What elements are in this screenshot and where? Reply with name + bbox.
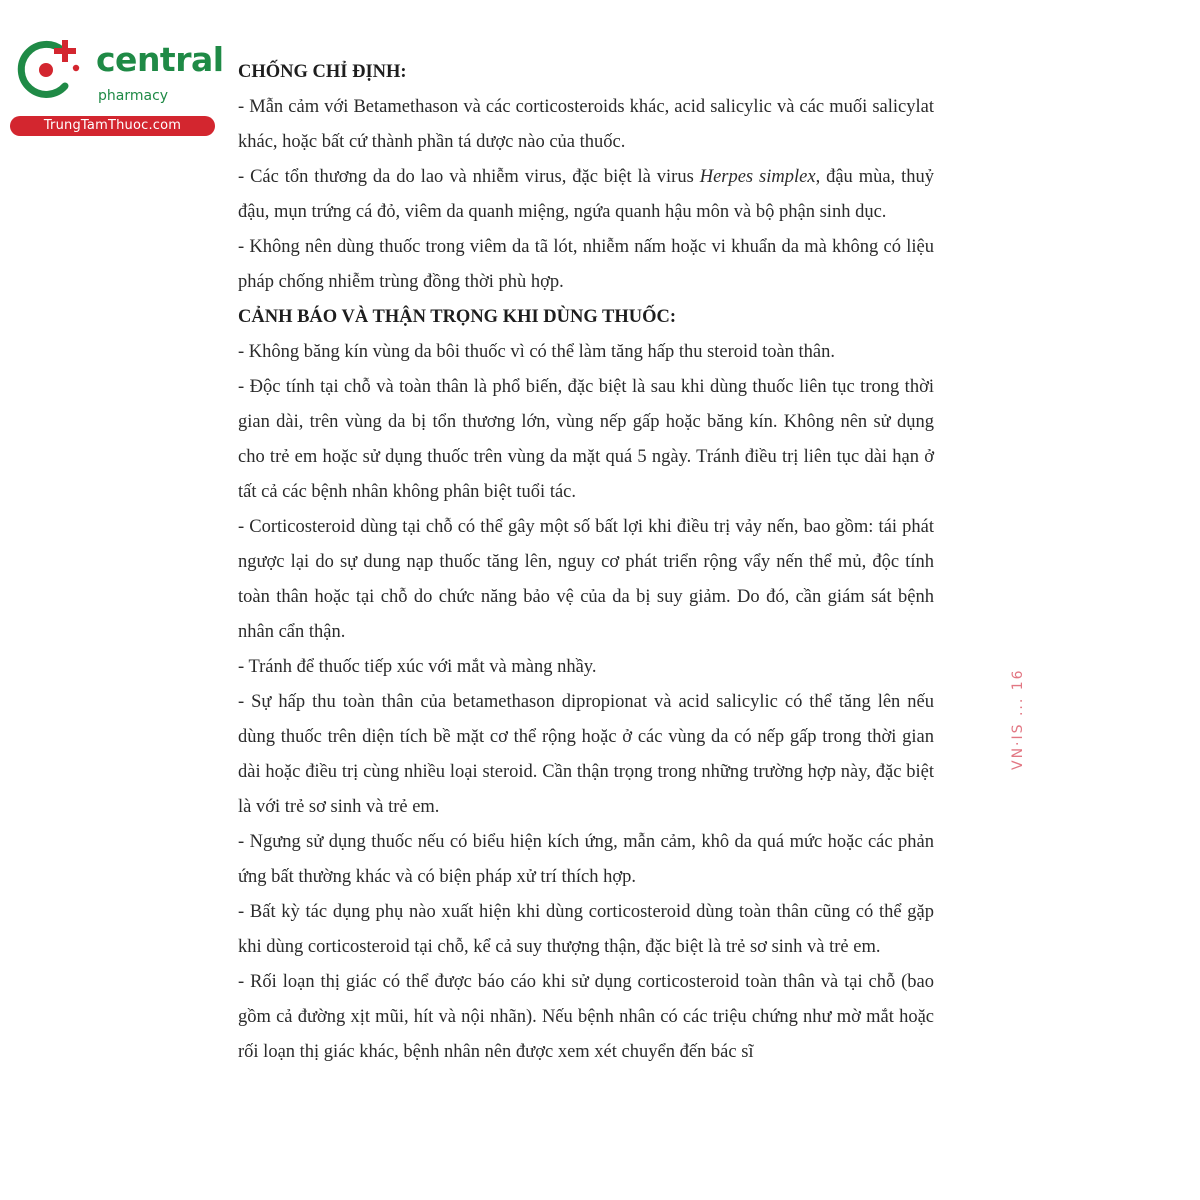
paragraph-text: - Các tổn thương da do lao và nhiễm virus, đặc biệt là virus: [238, 167, 694, 187]
warning-paragraph: - Sự hấp thu toàn thân của betamethason dipropionat và acid salicylic có thể tăng lên nếu dùng thuốc trên diện tích bề mặt cơ thể rộng hoặc ở các vùng da có nếp gấp trong thời gian dài hoặc điều trị cùng nhiều loại steroid. Cần thận trọng trong những trường hợp này, đặc biệt là với trẻ sơ sinh và trẻ em.: [238, 692, 934, 817]
central-pharmacy-mark-icon: [10, 36, 88, 104]
logo-name: central: [96, 40, 224, 79]
warning-paragraph: - Bất kỳ tác dụng phụ nào xuất hiện khi dùng corticosteroid dùng toàn thân cũng có thể gặp khi dùng corticosteroid tại chỗ, kể cả suy thượng thận, đặc biệt là trẻ sơ sinh và trẻ em.: [238, 902, 934, 957]
contraindication-paragraph: [238, 160, 934, 230]
italic-term: Herpes simplex: [699, 167, 816, 187]
contraindication-paragraph: - Mẫn cảm với Betamethason và các corticosteroids khác, acid salicylic và các muối salicylat khác, hoặc bất cứ thành phần tá dược nào của thuốc.: [238, 97, 934, 152]
central-pharmacy-logo[interactable]: [10, 36, 224, 136]
warning-paragraph: - Rối loạn thị giác có thể được báo cáo khi sử dụng corticosteroid toàn thân và tại chỗ (bao gồm cả đường xịt mũi, hít và nội nhãn). Nếu bệnh nhân có các triệu chứng như mờ mắt hoặc rối loạn thị giác khác, bệnh nhân nên được xem xét chuyển đến bác sĩ: [238, 972, 934, 1062]
section-heading-contraindications: CHỐNG CHỈ ĐỊNH:: [238, 62, 407, 82]
logo-subtitle: pharmacy: [98, 88, 169, 104]
warning-paragraph: - Corticosteroid dùng tại chỗ có thể gây một số bất lợi khi điều trị vảy nến, bao gồm: tái phát ngược lại do sự dung nạp thuốc tăng lên, nguy cơ phát triển rộng vẩy nến thể mủ, độc tính toàn thân hoặc tại chỗ do chức năng bảo vệ của da bị suy giảm. Do đó, cần giám sát bệnh nhân cẩn thận.: [238, 517, 934, 642]
section-heading-warnings: CẢNH BÁO VÀ THẬN TRỌNG KHI DÙNG THUỐC:: [238, 307, 677, 327]
warning-paragraph: - Ngưng sử dụng thuốc nếu có biểu hiện kích ứng, mẫn cảm, khô da quá mức hoặc các phản ứng bất thường khác và có biện pháp xử trí thích hợp.: [238, 832, 934, 887]
contraindication-paragraph: - Không nên dùng thuốc trong viêm da tã lót, nhiễm nấm hoặc vi khuẩn da mà không có liệu pháp chống nhiễm trùng đồng thời phù hợp.: [238, 237, 934, 292]
warning-paragraph: - Tránh để thuốc tiếp xúc với mắt và màng nhầy.: [238, 657, 597, 677]
stamp-mark: VN·IS ... 16: [1010, 668, 1026, 770]
warning-paragraph: - Không băng kín vùng da bôi thuốc vì có thể làm tăng hấp thu steroid toàn thân.: [238, 342, 836, 362]
logo-site-link[interactable]: TrungTamThuoc.com: [10, 116, 215, 136]
warning-paragraph: - Độc tính tại chỗ và toàn thân là phổ biến, đặc biệt là sau khi dùng thuốc liên tục trong thời gian dài, trên vùng da bị tổn thương lớn, vùng nếp gấp hoặc băng kín. Không nên sử dụng cho trẻ em hoặc sử dụng thuốc trên vùng da mặt quá 5 ngày. Tránh điều trị liên tục dài hạn ở tất cả các bệnh nhân không phân biệt tuổi tác.: [238, 377, 934, 502]
paragraph-text: , đậu mùa, thuỷ đậu, mụn trứng cá đỏ, viêm da quanh miệng, ngứa quanh hậu môn và bộ phận sinh dục.: [238, 167, 935, 222]
document-body: [238, 55, 934, 1070]
